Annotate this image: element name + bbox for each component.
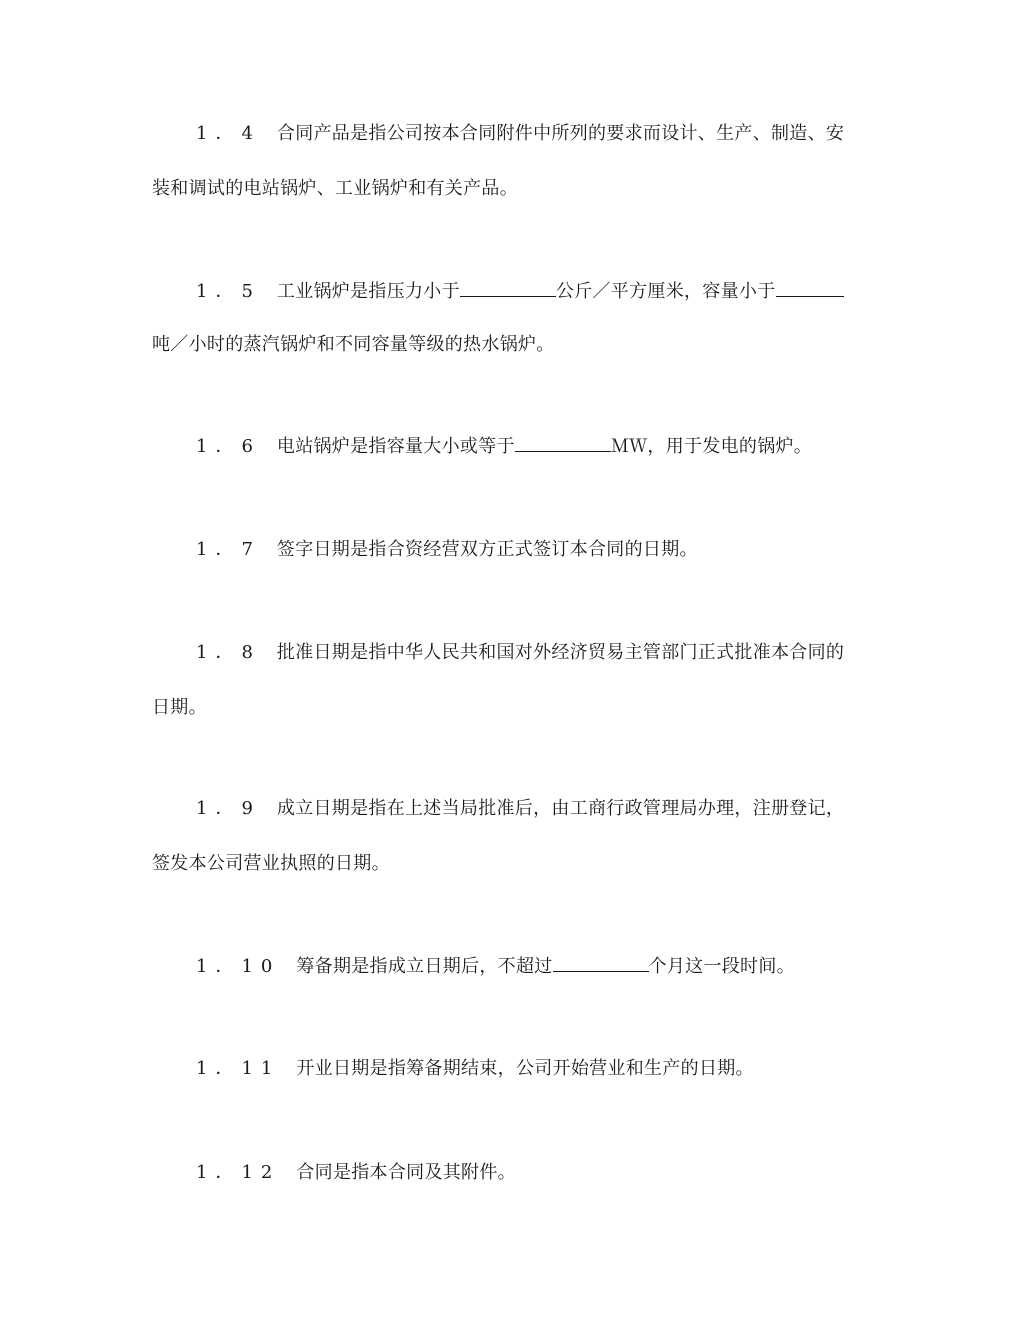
clause-text: 成立日期是指在上述当局批准后，由工商行政管理局办理，注册登记，	[276, 798, 845, 819]
clause-line: 吨／小时的蒸汽锅炉和不同容量等级的热水锅炉。	[152, 334, 555, 355]
clause-1-4	[152, 121, 876, 202]
clause-text: 筹备期是指成立日期后，不超过	[296, 956, 553, 977]
clause-line: 装和调试的电站锅炉、工业锅炉和有关产品。	[152, 178, 518, 199]
clause-line	[152, 432, 876, 458]
clause-line	[152, 640, 876, 666]
clause-line	[152, 277, 876, 303]
clause-number: 1．5	[196, 281, 261, 302]
clause-line	[152, 952, 876, 978]
clause-line	[152, 121, 876, 147]
clause-number: 1．10	[196, 956, 281, 977]
clause-text: 电站锅炉是指容量大小或等于	[276, 436, 515, 457]
clause-1-8	[152, 640, 876, 721]
months-blank	[553, 952, 649, 972]
clause-number: 1．12	[196, 1162, 281, 1183]
clause-1-5	[152, 277, 876, 358]
clause-line: 日期。	[152, 697, 207, 718]
mw-blank	[515, 432, 611, 452]
clause-text: 批准日期是指中华人民共和国对外经济贸易主管部门正式批准本合同的	[276, 642, 845, 663]
clause-1-11	[152, 1056, 876, 1082]
clause-line: 签发本公司营业执照的日期。	[152, 853, 390, 874]
clause-1-6	[152, 432, 876, 458]
clause-text: 公斤／平方厘米，容量小于	[555, 281, 776, 302]
clause-number: 1．11	[196, 1058, 281, 1079]
clause-line	[152, 796, 876, 822]
clause-line	[152, 537, 876, 563]
clause-line	[152, 1056, 876, 1082]
clause-text: 工业锅炉是指压力小于	[276, 281, 460, 302]
clause-text: 个月这一段时间。	[648, 956, 795, 977]
capacity-blank	[776, 277, 844, 297]
clause-text: 合同是指本合同及其附件。	[296, 1162, 516, 1183]
clause-number: 1．7	[196, 539, 261, 560]
clause-text: ＭＷ，用于发电的锅炉。	[610, 436, 813, 457]
clause-number: 1．4	[196, 123, 261, 144]
clause-1-12	[152, 1160, 876, 1186]
clause-1-7	[152, 537, 876, 563]
clause-1-10	[152, 952, 876, 978]
clause-line	[152, 1160, 876, 1186]
clause-text: 合同产品是指公司按本合同附件中所列的要求而设计、生产、制造、安	[276, 123, 845, 144]
clause-number: 1．6	[196, 436, 261, 457]
clause-text: 开业日期是指筹备期结束，公司开始营业和生产的日期。	[296, 1058, 754, 1079]
clause-text: 签字日期是指合资经营双方正式签订本合同的日期。	[276, 539, 698, 560]
clause-1-9	[152, 796, 876, 877]
pressure-blank	[460, 277, 556, 297]
clause-number: 1．8	[196, 642, 261, 663]
clause-number: 1．9	[196, 798, 261, 819]
